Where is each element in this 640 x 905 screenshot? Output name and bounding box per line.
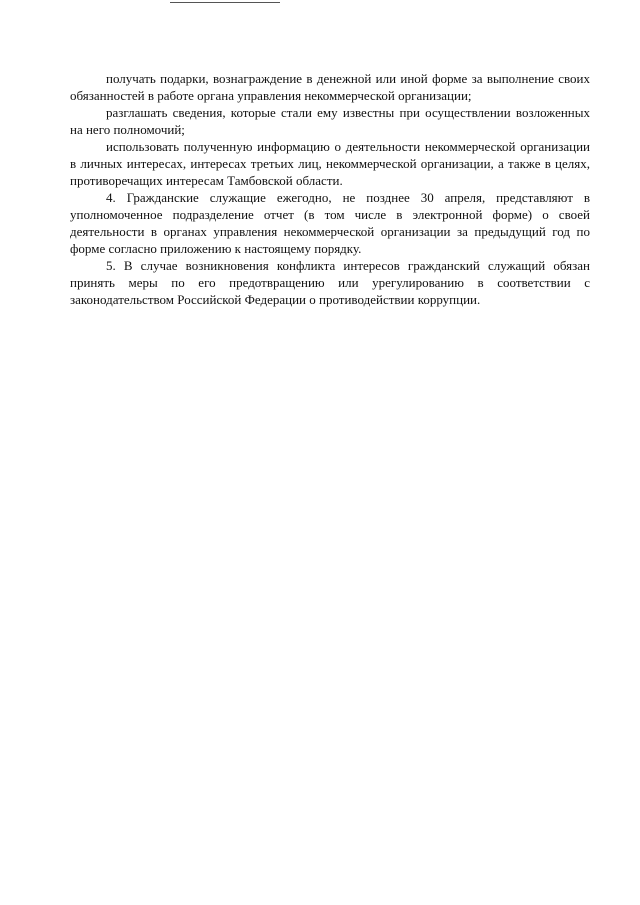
paragraph-gifts: получать подарки, вознаграждение в денежной или иной форме за выполнение своих обязанностей в работе органа управления некоммерческой организации; [70, 71, 590, 103]
paragraph-information-use: использовать полученную информацию о деятельности некоммерческой организации в личных интересах, интересах третьих лиц, некоммерческой организации, а также в целях, противоречащих интересам Тамбовской области. [70, 139, 590, 188]
paragraph-disclosure: разглашать сведения, которые стали ему известны при осуществлении возложенных на него полномочий; [70, 105, 590, 137]
paragraph-annual-report: 4. Гражданские служащие ежегодно, не позднее 30 апреля, представляют в уполномоченное подразделение отчет (в том числе в электронной форме) о своей деятельности в органах управления некоммерческой организации за предыдущий год по форме согласно приложению к настоящему порядку. [70, 190, 590, 256]
paragraph-conflict-of-interest: 5. В случае возникновения конфликта интересов гражданский служащий обязан принять меры по его предотвращению или урегулированию в соответствии с законодательством Российской Федерации о противодействии коррупции. [70, 258, 590, 307]
top-rule-divider [170, 2, 280, 3]
document-body [70, 70, 590, 308]
